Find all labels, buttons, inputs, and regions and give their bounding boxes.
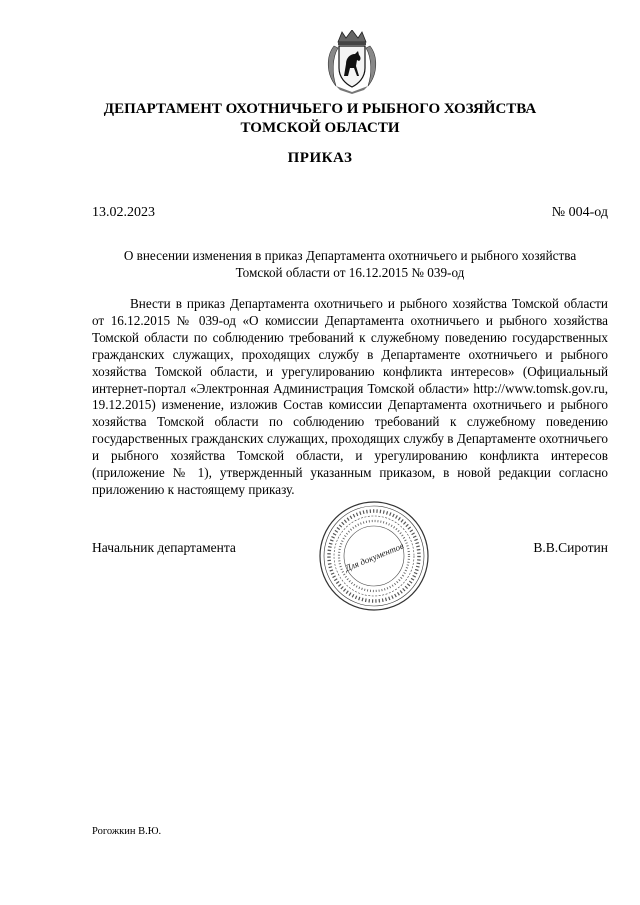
order-body-paragraph: Внести в приказ Департамента охотничьего и рыбного хозяйства Томской области от 16.12.2015 № 039-од «О комиссии Департамента охотничьего и рыбного хозяйства Томской области по соблюдению требований к служебному поведению государственных гражданских служащих, проходящих службу в Департаменте охотничьего и рыбного хозяйства Томской области, и урегулированию конфликта интересов» (Официальный интернет-портал «Электронная Администрация Томской области» http://www.tomsk.gov.ru, 19.12.2015) изменение, изложив Состав комиссии Департамента охотничьего и рыбного хозяйства Томской области по соблюдению требований к служебному поведению государственных гражданских служащих, проходящих службу в Департаменте охотничьего и рыбного хозяйства Томской области, и урегулированию конфликта интересов (приложение № 1), утвержденный указанным приказом, в новой редакции согласно приложению к настоящему приказу. — [92, 296, 608, 497]
subject-line2: Томской области от 16.12.2015 № 039-од — [235, 264, 465, 280]
subject-line1: О внесении изменения в приказ Департамента охотничьего и рыбного хозяйства — [123, 248, 577, 263]
document-type: ПРИКАЗ — [287, 150, 353, 166]
executor-name: Рогожкин В.Ю. — [92, 826, 162, 837]
order-number: № 004-од — [551, 205, 608, 220]
department-name-line2: ТОМСКОЙ ОБЛАСТИ — [240, 120, 400, 136]
signer-name: В.В.Сиротин — [533, 540, 608, 555]
order-subject — [92, 248, 608, 281]
round-stamp-icon — [318, 500, 430, 612]
stamp-center-text: Для документов — [343, 540, 406, 574]
signer-title: Начальник департамента — [92, 540, 236, 555]
order-date: 13.02.2023 — [92, 205, 155, 220]
department-name — [0, 100, 640, 138]
department-name-line1: ДЕПАРТАМЕНТ ОХОТНИЧЬЕГО И РЫБНОГО ХОЗЯЙСТВА — [103, 101, 537, 117]
tomsk-oblast-coat-of-arms-icon — [324, 30, 380, 94]
